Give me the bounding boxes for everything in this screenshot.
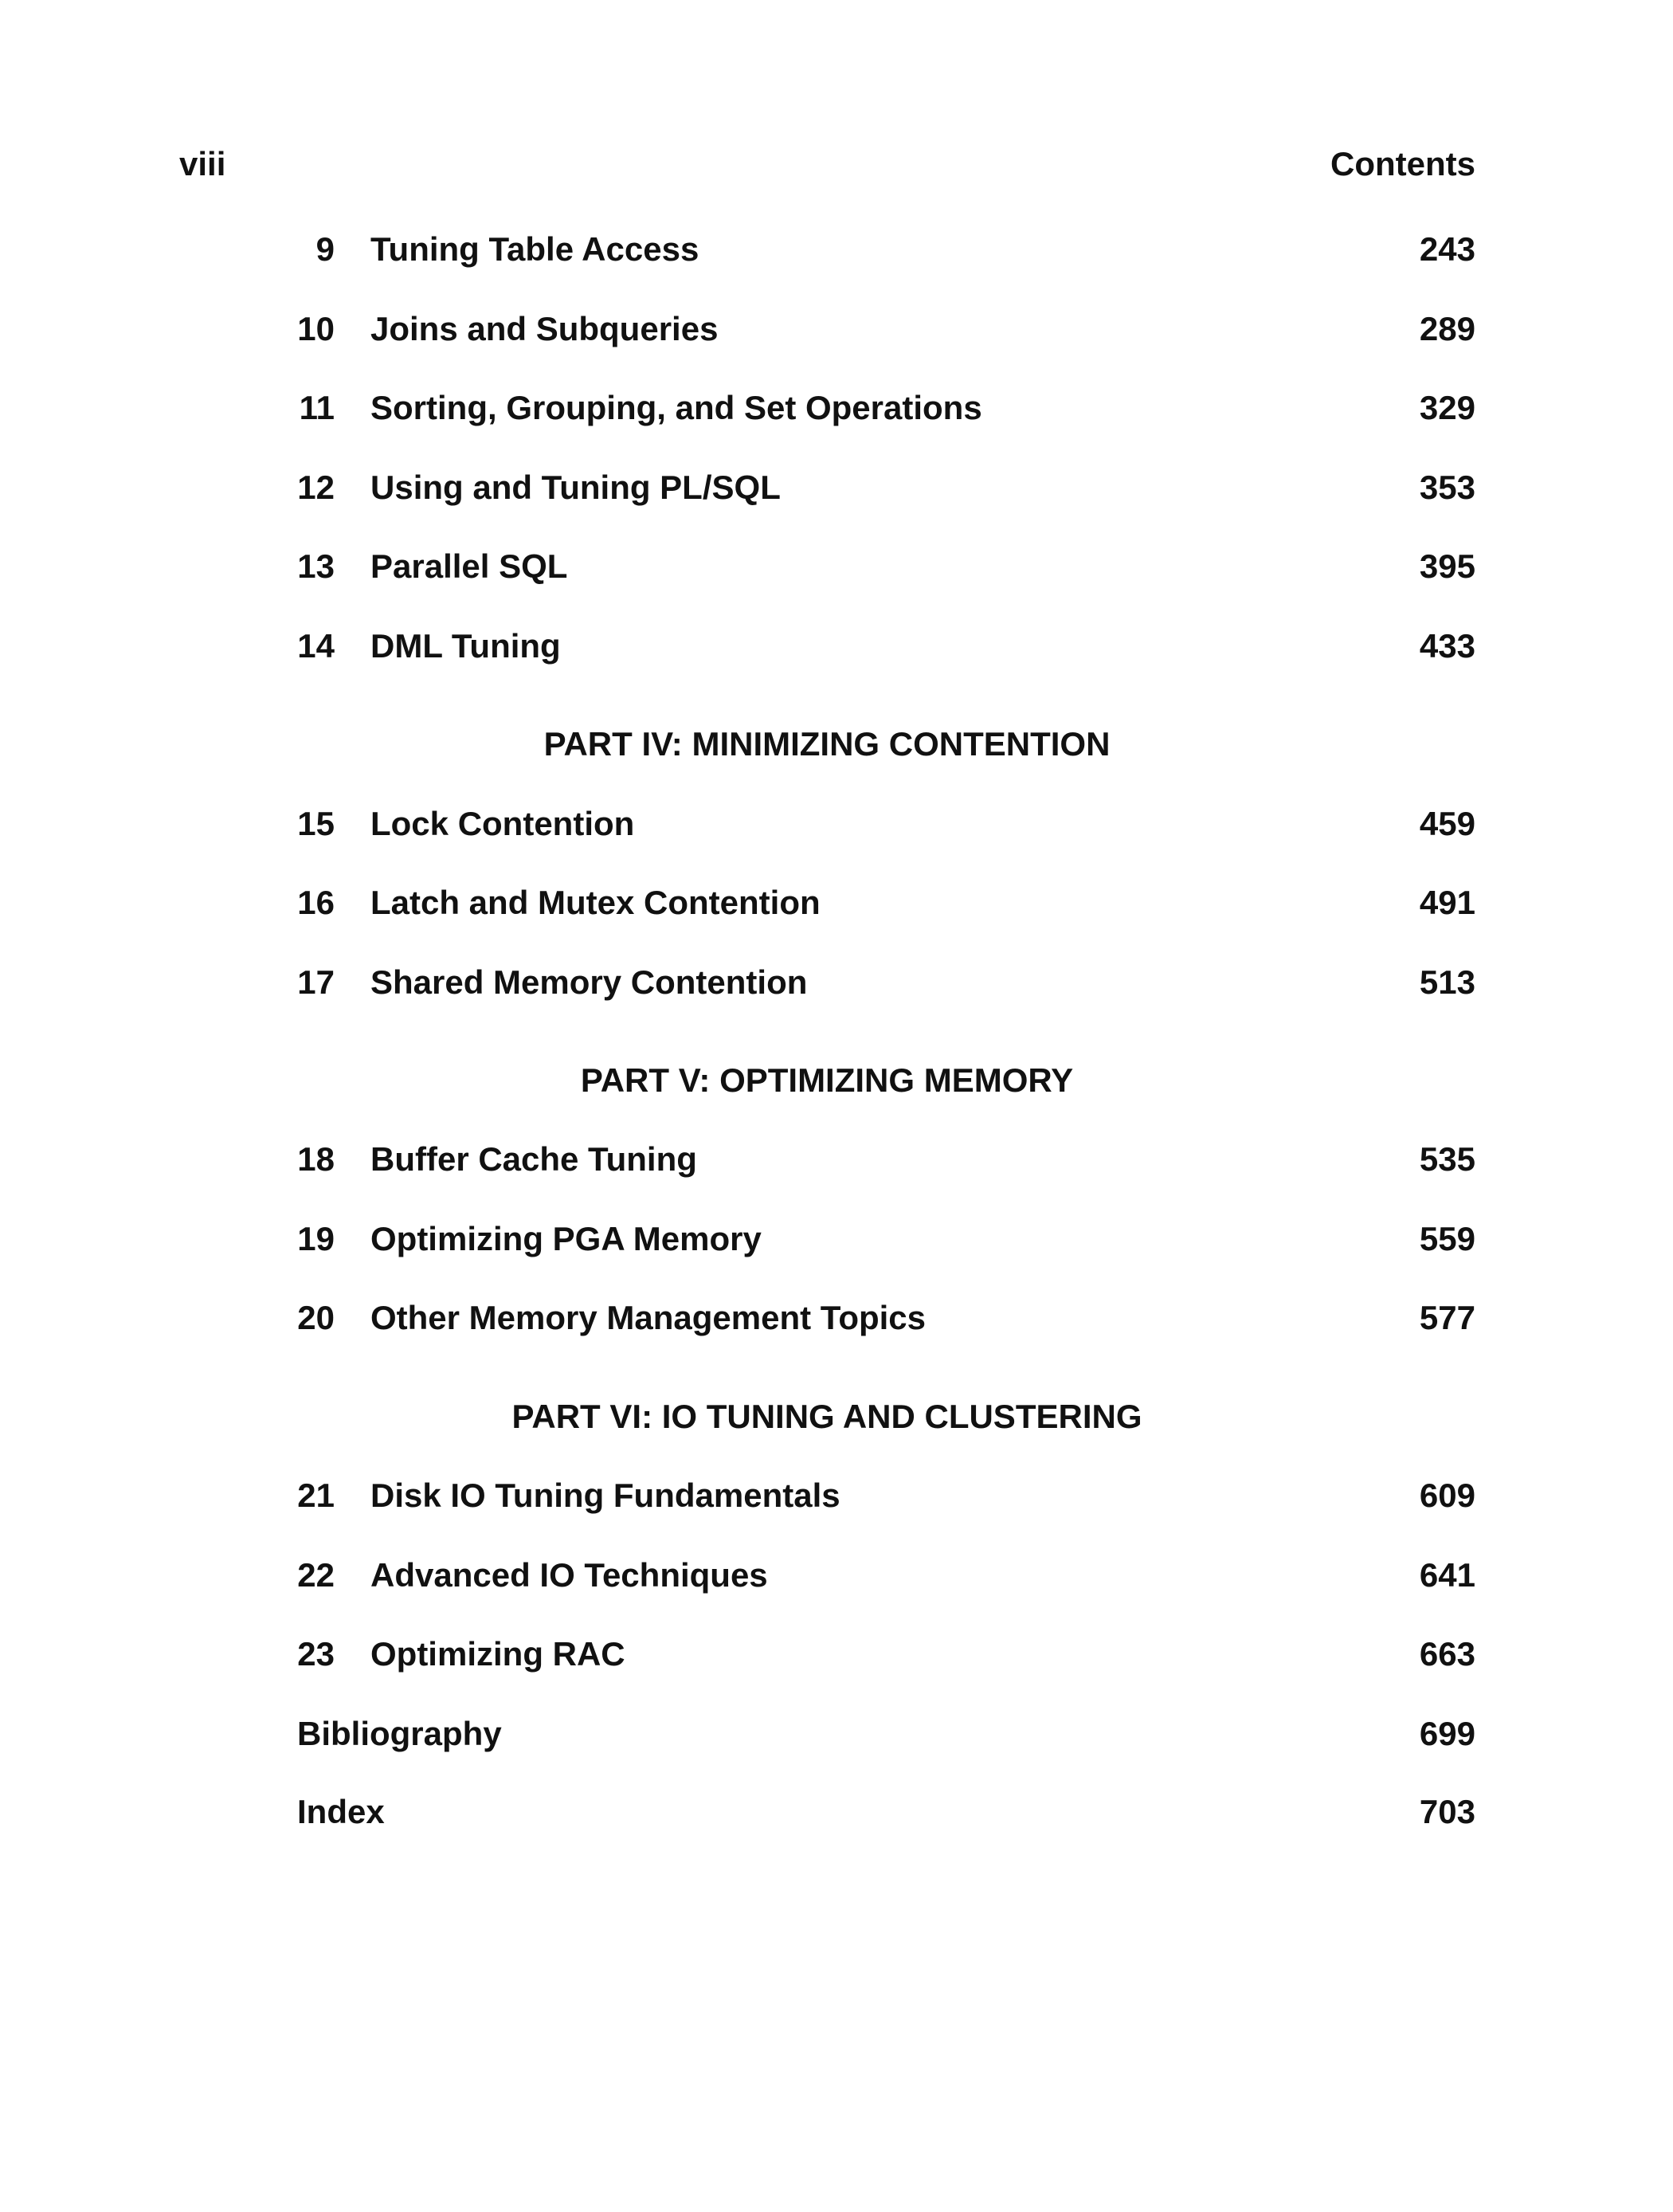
- entry-title: Index: [297, 1793, 385, 1830]
- toc-chapter-entry[interactable]: [297, 384, 1475, 432]
- entry-title: Other Memory Management Topics: [370, 1299, 927, 1336]
- entry-title: Advanced IO Techniques: [370, 1556, 768, 1594]
- entry-page-number: 433: [1419, 627, 1475, 665]
- chapter-number: 9: [315, 230, 335, 268]
- page-number: viii: [179, 145, 226, 182]
- chapter-number: 16: [297, 884, 335, 921]
- entry-title: Bibliography: [297, 1715, 502, 1752]
- chapter-number: 11: [299, 389, 335, 426]
- entry-page-number: 641: [1419, 1556, 1475, 1594]
- chapter-number: 15: [297, 805, 335, 842]
- chapter-number: 21: [297, 1477, 335, 1514]
- entry-page-number: 329: [1419, 389, 1475, 426]
- toc-chapter-entry[interactable]: [297, 1294, 1475, 1342]
- chapter-number: 18: [297, 1140, 335, 1178]
- entry-title: Using and Tuning PL/SQL: [370, 469, 781, 506]
- entry-title: Optimizing PGA Memory: [370, 1220, 762, 1257]
- toc-chapter-entry[interactable]: [297, 1630, 1475, 1678]
- toc-chapter-entry[interactable]: [297, 1215, 1475, 1263]
- entry-page-number: 289: [1419, 310, 1475, 347]
- chapter-number: 17: [297, 963, 335, 1001]
- entry-title: Lock Contention: [370, 805, 635, 842]
- toc-chapter-entry[interactable]: [297, 1135, 1475, 1183]
- toc-chapter-entry[interactable]: [297, 959, 1475, 1006]
- entry-page-number: 609: [1419, 1477, 1475, 1514]
- toc-chapter-entry[interactable]: [297, 464, 1475, 512]
- entry-title: Optimizing RAC: [370, 1635, 625, 1673]
- chapter-number: 12: [297, 469, 335, 506]
- toc-chapter-entry[interactable]: [297, 305, 1475, 353]
- toc-chapter-entry[interactable]: [297, 543, 1475, 590]
- chapter-number: 20: [297, 1299, 335, 1336]
- toc-matter-entry[interactable]: [297, 1788, 1475, 1836]
- entry-page-number: 699: [1419, 1715, 1475, 1752]
- entry-title: DML Tuning: [370, 627, 561, 665]
- toc-chapter-entry[interactable]: [297, 800, 1475, 848]
- entry-page-number: 559: [1419, 1220, 1475, 1257]
- chapter-number: 23: [297, 1635, 335, 1673]
- entry-page-number: 535: [1419, 1140, 1475, 1178]
- toc-chapter-entry[interactable]: [297, 879, 1475, 927]
- entry-page-number: 703: [1419, 1793, 1475, 1830]
- entry-title: Disk IO Tuning Fundamentals: [370, 1477, 840, 1514]
- entry-page-number: 663: [1419, 1635, 1475, 1673]
- entry-title: Tuning Table Access: [370, 230, 699, 268]
- entry-page-number: 243: [1419, 230, 1475, 268]
- entry-page-number: 577: [1419, 1299, 1475, 1336]
- part-heading: PART VI: IO TUNING AND CLUSTERING: [511, 1398, 1142, 1435]
- chapter-number: 19: [297, 1220, 335, 1257]
- toc-chapter-entry[interactable]: [297, 622, 1475, 670]
- chapter-number: 14: [297, 627, 335, 665]
- chapter-number: 22: [297, 1556, 335, 1594]
- entry-title: Buffer Cache Tuning: [370, 1140, 697, 1178]
- toc-matter-entry[interactable]: [297, 1710, 1475, 1758]
- part-heading: PART V: OPTIMIZING MEMORY: [580, 1061, 1074, 1099]
- entry-title: Parallel SQL: [370, 547, 568, 585]
- chapter-number: 10: [297, 310, 335, 347]
- entry-title: Latch and Mutex Contention: [370, 884, 821, 921]
- entry-page-number: 491: [1419, 884, 1475, 921]
- entry-page-number: 459: [1419, 805, 1475, 842]
- toc-chapter-entry[interactable]: [297, 1551, 1475, 1599]
- entry-page-number: 395: [1419, 547, 1475, 585]
- toc-chapter-entry[interactable]: [297, 1472, 1475, 1520]
- chapter-number: 13: [297, 547, 335, 585]
- part-heading: PART IV: MINIMIZING CONTENTION: [543, 725, 1111, 763]
- entry-page-number: 513: [1419, 963, 1475, 1001]
- entry-page-number: 353: [1419, 469, 1475, 506]
- toc-chapter-entry[interactable]: [297, 226, 1475, 273]
- running-title: Contents: [1330, 145, 1475, 182]
- entry-title: Shared Memory Contention: [370, 963, 808, 1001]
- entry-title: Joins and Subqueries: [370, 310, 719, 347]
- entry-title: Sorting, Grouping, and Set Operations: [370, 389, 982, 426]
